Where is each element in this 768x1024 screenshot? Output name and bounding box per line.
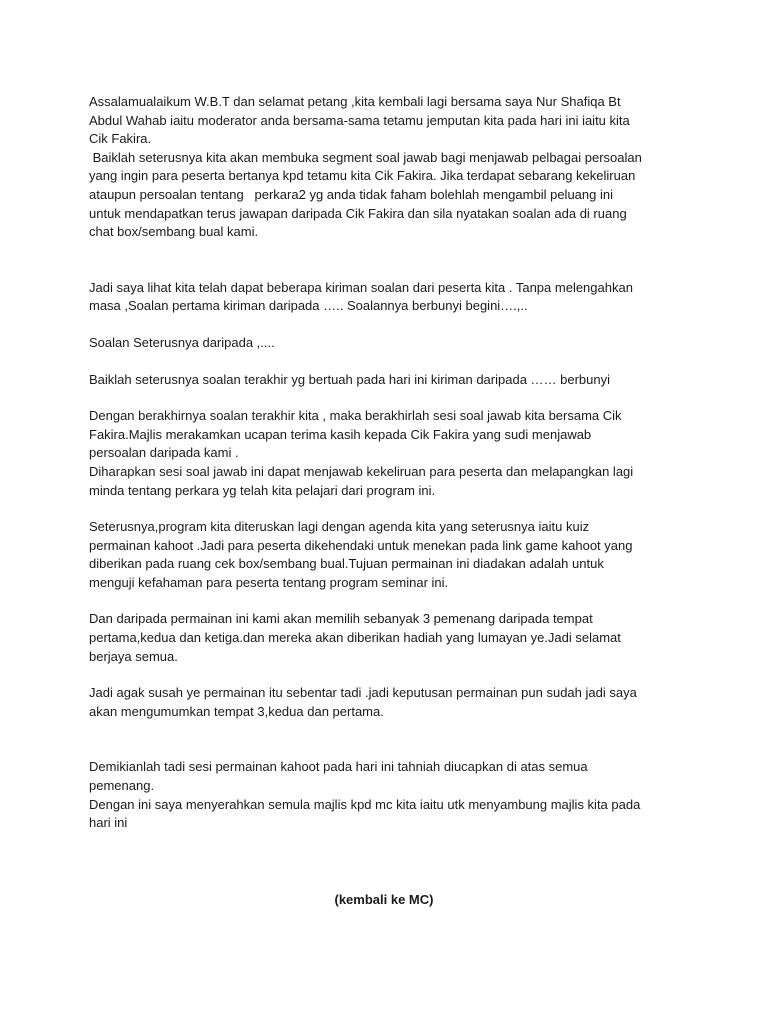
closing-note: (kembali ke MC): [334, 892, 434, 907]
text-line: berjaya semua.: [89, 648, 178, 664]
text-line: Jadi agak susah ye permainan itu sebentar tadi .jadi keputusan permainan pun sudah jadi saya: [89, 685, 637, 701]
paragraph-opening: [89, 93, 679, 242]
paragraph-winners-selection: [89, 610, 679, 666]
paragraph-results: [89, 684, 679, 721]
paragraph-questions-intro: [89, 279, 679, 316]
document-body: [89, 93, 679, 833]
text-line: minda tentang perkara yg telah kita pelajari dari program ini.: [89, 482, 436, 498]
text-line: akan mengumumkan tempat 3,kedua dan pertama.: [89, 703, 384, 719]
paragraph-handover: [89, 758, 679, 832]
paragraph-next-question: [89, 334, 679, 353]
text-line: hari ini: [89, 815, 128, 831]
text-line: diberikan pada ruang cek box/sembang bual.Tujuan permainan ini diadakan adalah untuk: [89, 556, 604, 572]
text-line: permainan kahoot .Jadi para peserta dikehendaki untuk menekan pada link game kahoot yang: [89, 537, 633, 553]
text-line: Abdul Wahab iaitu moderator anda bersama-sama tetamu jemputan kita pada hari ini iaitu kita: [89, 112, 630, 128]
text-line: yang ingin para peserta bertanya kpd tetamu kita Cik Fakira. Jika terdapat sebarang kekeliruan: [89, 168, 636, 184]
paragraph-qa-closing: [89, 407, 679, 500]
text-line: Demikianlah tadi sesi permainan kahoot pada hari ini tahniah diucapkan di atas semua: [89, 759, 588, 775]
text-line: masa ,Soalan pertama kiriman daripada ….. Soalannya berbunyi begini….,..: [89, 298, 528, 314]
text-line: Soalan Seterusnya daripada ,....: [89, 334, 275, 350]
text-line: menguji kefahaman para peserta tentang program seminar ini.: [89, 574, 449, 590]
text-line: Jadi saya lihat kita telah dapat beberapa kiriman soalan dari peserta kita . Tanpa melengahkan: [89, 279, 633, 295]
text-line: Assalamualaikum W.B.T dan selamat petang ,kita kembali lagi bersama saya Nur Shafiqa Bt: [89, 94, 621, 109]
text-line: Cik Fakira.: [89, 131, 152, 147]
text-line: Dan daripada permainan ini kami akan memilih sebanyak 3 pemenang daripada tempat: [89, 611, 593, 627]
text-line: Dengan ini saya menyerahkan semula majlis kpd mc kita iaitu utk menyambung majlis kita pada: [89, 796, 641, 812]
text-line: Baiklah seterusnya soalan terakhir yg bertuah pada hari ini kiriman daripada …… berbunyi: [89, 371, 611, 387]
text-line: Baiklah seterusnya kita akan membuka segment soal jawab bagi menjawab pelbagai persoalan: [89, 149, 642, 165]
paragraph-kahoot-intro: [89, 518, 679, 592]
text-line: Seterusnya,program kita diteruskan lagi dengan agenda kita yang seterusnya iaitu kuiz: [89, 519, 590, 535]
text-line: chat box/sembang bual kami.: [89, 224, 259, 240]
text-line: Dengan berakhirnya soalan terakhir kita , maka berakhirlah sesi soal jawab kita bersama Cik: [89, 408, 622, 424]
text-line: pertama,kedua dan ketiga.dan mereka akan diberikan hadiah yang lumayan ye.Jadi selamat: [89, 630, 621, 646]
paragraph-last-question: [89, 371, 679, 390]
text-line: Diharapkan sesi soal jawab ini dapat menjawab kekeliruan para peserta dan melapangkan lagi: [89, 463, 634, 479]
text-line: untuk mendapatkan terus jawapan daripada Cik Fakira dan sila nyatakan soalan ada di ruang: [89, 205, 627, 221]
text-line: pemenang.: [89, 778, 155, 794]
text-line: ataupun persoalan tentang perkara2 yg anda tidak faham bolehlah mengambil peluang ini: [89, 186, 613, 202]
text-line: Fakira.Majlis merakamkan ucapan terima kasih kepada Cik Fakira yang sudi menjawab: [89, 426, 592, 442]
text-line: persoalan daripada kami .: [89, 445, 239, 461]
